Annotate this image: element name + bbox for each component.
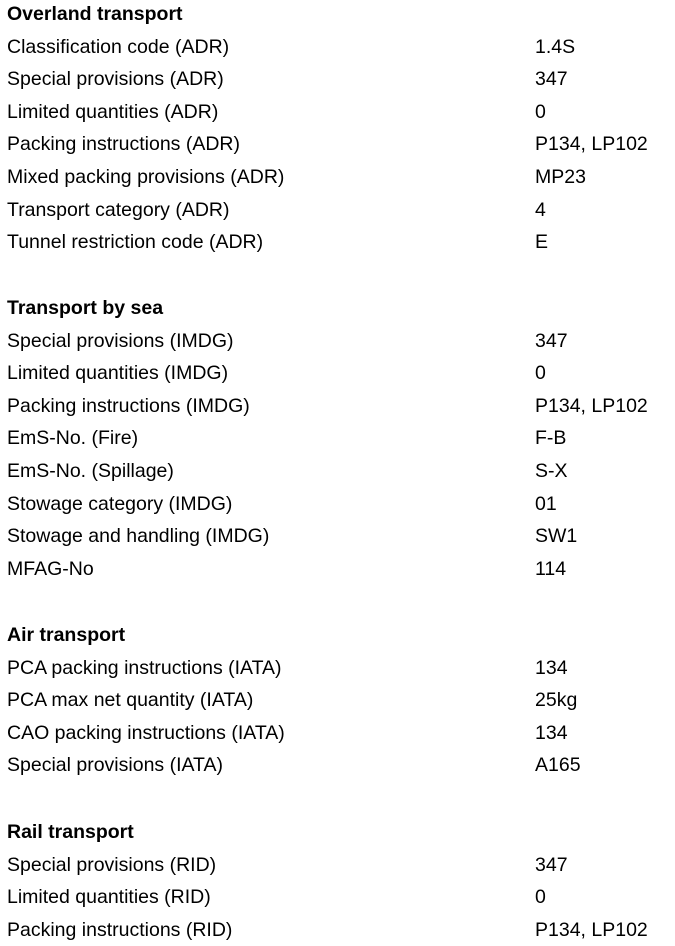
row-value: A165 <box>535 754 581 777</box>
row-label: PCA packing instructions (IATA) <box>7 656 282 679</box>
row-value: 347 <box>535 68 568 91</box>
table-row <box>7 357 672 390</box>
table-row <box>7 455 672 488</box>
row-label: Packing instructions (IMDG) <box>7 394 250 417</box>
row-value: 25kg <box>535 689 578 712</box>
row-label: Stowage and handling (IMDG) <box>7 525 270 548</box>
row-label: PCA max net quantity (IATA) <box>7 689 254 712</box>
row-value: 4 <box>535 198 546 221</box>
row-value: SW1 <box>535 525 578 548</box>
row-value: 347 <box>535 853 568 876</box>
section-title: Overland transport <box>7 3 183 25</box>
table-row <box>7 749 672 782</box>
row-label: Special provisions (IMDG) <box>7 329 234 352</box>
row-value: S-X <box>535 459 568 482</box>
row-label: Tunnel restriction code (ADR) <box>7 231 264 254</box>
table-row <box>7 488 672 521</box>
section-overland-transport <box>7 0 672 259</box>
row-value: 1.4S <box>535 35 576 58</box>
row-label: Stowage category (IMDG) <box>7 492 233 515</box>
row-value: 114 <box>535 557 567 580</box>
table-row <box>7 422 672 455</box>
row-label: Special provisions (RID) <box>7 853 217 876</box>
row-value: 01 <box>535 492 557 515</box>
row-label: Limited quantities (RID) <box>7 886 211 909</box>
table-row <box>7 63 672 96</box>
table-row <box>7 520 672 553</box>
row-label: Transport category (ADR) <box>7 198 230 221</box>
table-row <box>7 553 672 586</box>
section-title: Air transport <box>7 624 126 646</box>
table-row <box>7 128 672 161</box>
row-label: Classification code (ADR) <box>7 35 230 58</box>
table-row <box>7 717 672 750</box>
row-label: Packing instructions (RID) <box>7 918 233 941</box>
row-label: Limited quantities (IMDG) <box>7 362 229 385</box>
row-value: 134 <box>535 656 568 679</box>
table-row <box>7 226 672 259</box>
table-row <box>7 652 672 685</box>
table-row <box>7 325 672 358</box>
table-row <box>7 390 672 423</box>
row-value: P134, LP102 <box>535 918 648 941</box>
table-row <box>7 96 672 129</box>
table-row <box>7 684 672 717</box>
row-value: P134, LP102 <box>535 133 648 156</box>
row-value: MP23 <box>535 165 586 188</box>
section-title: Rail transport <box>7 821 134 843</box>
table-row <box>7 31 672 64</box>
table-row <box>7 849 672 882</box>
row-label: Special provisions (ADR) <box>7 68 224 91</box>
row-value: F-B <box>535 427 567 450</box>
row-label: EmS-No. (Spillage) <box>7 459 174 482</box>
row-label: EmS-No. (Fire) <box>7 427 139 450</box>
row-label: Limited quantities (ADR) <box>7 100 219 123</box>
section-air-transport <box>7 619 672 782</box>
row-label: Special provisions (IATA) <box>7 754 224 777</box>
row-value: 0 <box>535 100 546 123</box>
section-title: Transport by sea <box>7 297 164 319</box>
section-transport-by-sea <box>7 292 672 585</box>
row-value: E <box>535 231 549 254</box>
row-label: CAO packing instructions (IATA) <box>7 721 285 744</box>
row-value: 0 <box>535 886 546 909</box>
row-value: 0 <box>535 362 546 385</box>
table-row <box>7 194 672 227</box>
row-value: 134 <box>535 721 568 744</box>
table-row <box>7 881 672 914</box>
row-label: Packing instructions (ADR) <box>7 133 240 156</box>
row-label: MFAG-No <box>7 557 94 580</box>
row-label: Mixed packing provisions (ADR) <box>7 165 285 188</box>
table-row <box>7 161 672 194</box>
section-rail-transport <box>7 816 672 946</box>
row-value: 347 <box>535 329 568 352</box>
row-value: P134, LP102 <box>535 394 648 417</box>
table-row <box>7 914 672 946</box>
